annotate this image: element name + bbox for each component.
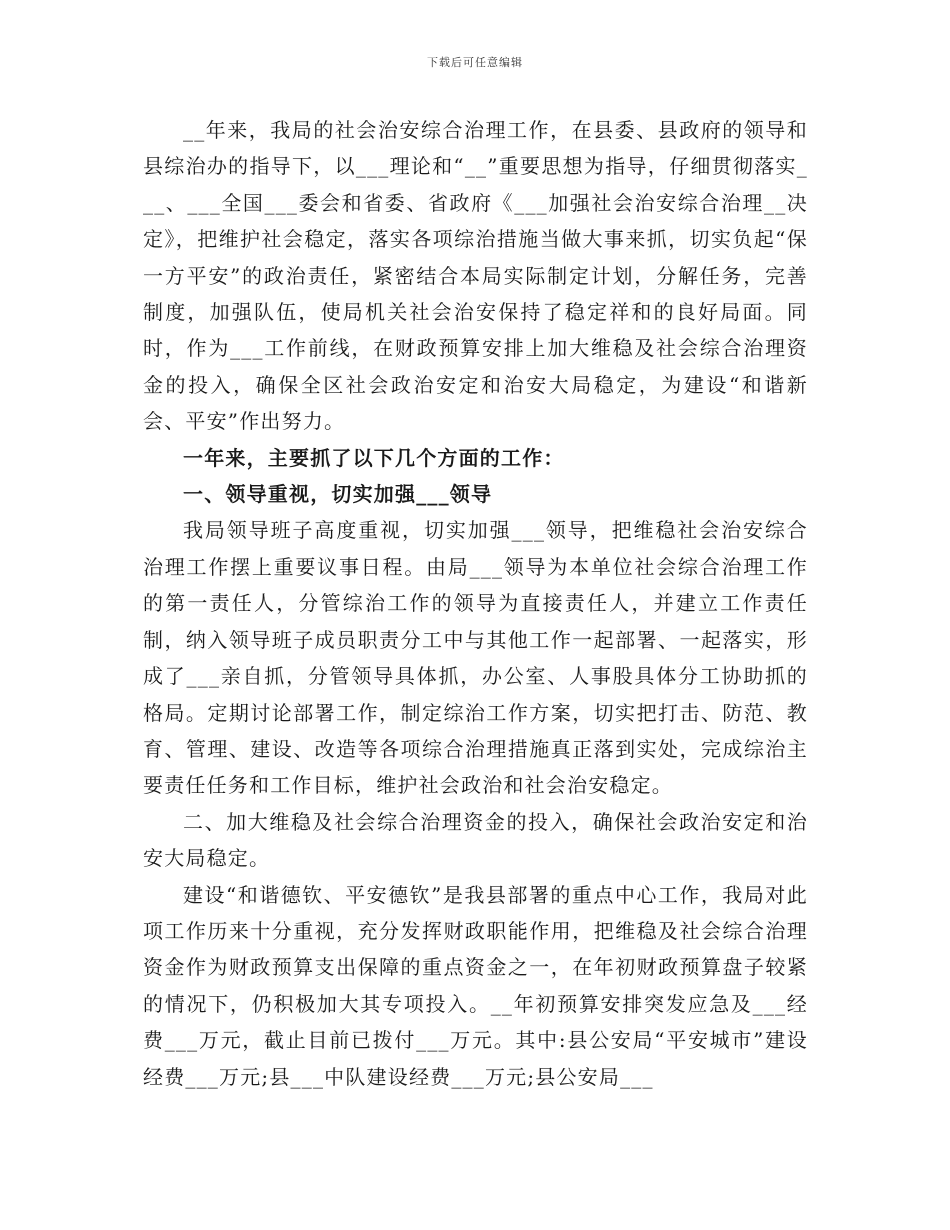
document-body [143, 112, 808, 1095]
section-heading-2: 二、加大维稳及社会综合治理资金的投入，确保社会政治安定和治安大局稳定。 [143, 809, 808, 871]
paragraph-intro: __年来，我局的社会治安综合治理工作，在县委、县政府的领导和县综治办的指导下，以___理论和“__”重要思想为指导，仔细贯彻落实___、___全国___委会和省委、省政府《___加强社会治安综合治理__决定》，把维护社会稳定，落实各项综治措施当做大事来抓，切实负起“保一方平安”的政治责任，紧密结合本局实际制定计划，分解任务，完善制度，加强队伍，使局机关社会治安保持了稳定祥和的良好局面。同时，作为___工作前线，在财政预算安排上加大维稳及社会综合治理资金的投入，确保全区社会政治安定和治安大局稳定，为建设“和谐新会、平安”作出努力。 [143, 118, 808, 434]
paragraph-section-2: 建设“和谐德钦、平安德钦”是我县部署的重点中心工作，我局对此项工作历来十分重视，充分发挥财政职能作用，把维稳及社会综合治理资金作为财政预算支出保障的重点资金之一，在年初财政预算盘子较紧的情况下，仍积极加大其专项投入。__年初预算安排突发应急及___经费___万元，截止目前已拨付___万元。其中:县公安局“平安城市”建设经费___万元;县___中队建设经费___万元;县公安局___ [143, 882, 808, 1089]
paragraph-section-1: 我局领导班子高度重视，切实加强___领导，把维稳社会治安综合治理工作摆上重要议事日程。由局___领导为本单位社会综合治理工作的第一责任人，分管综治工作的领导为直接责任人，并建立工作责任制，纳入领导班子成员职责分工中与其他工作一起部署、一起落实，形成了___亲自抓，分管领导具体抓，办公室、人事股具体分工协助抓的格局。定期讨论部署工作，制定综治工作方案，切实把打击、防范、教育、管理、建设、改造等各项综合治理措施真正落到实处，完成综治主要责任任务和工作目标，维护社会政治和社会治安稳定。 [143, 518, 808, 798]
header-note: 下载后可任意编辑 [427, 56, 523, 69]
section-heading-1: 一、领导重视，切实加强___领导 [183, 482, 493, 507]
paragraph-summary-lead: 一年来，主要抓了以下几个方面的工作： [183, 445, 565, 470]
